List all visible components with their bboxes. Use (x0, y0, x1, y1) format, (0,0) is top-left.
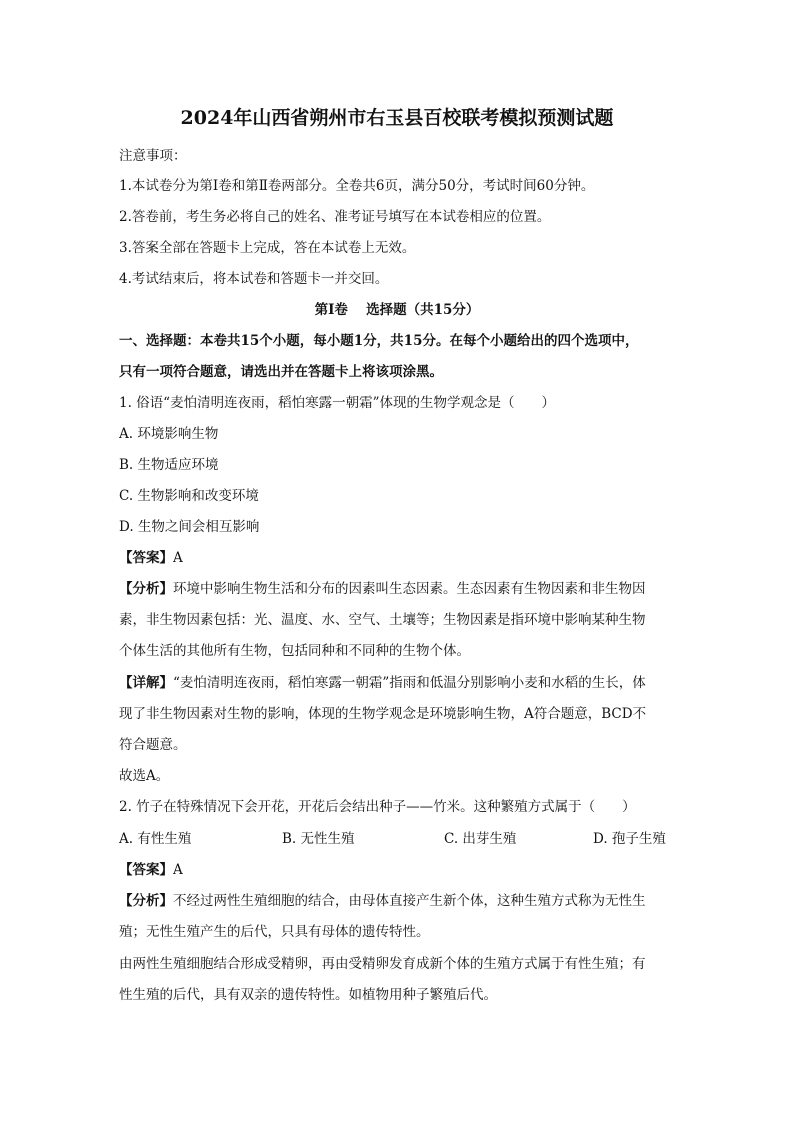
question-2-option-a: A. 有性生殖 (119, 831, 192, 847)
section-instruction-line-2: 只有一项符合题意，请选出并在答题卡上将该项涂黑。 (119, 364, 443, 380)
question-2-analysis-line-2: 殖；无性生殖产生的后代，只具有母体的遗传特性。 (119, 924, 430, 940)
page-title: 2024年山西省朔州市右玉县百校联考模拟预测试题 (180, 107, 614, 129)
notice-item-1: 1.本试卷分为第Ⅰ卷和第Ⅱ卷两部分。全卷共6页，满分50分，考试时间60分钟。 (119, 178, 595, 194)
question-1-conclusion: 故选A。 (119, 768, 170, 784)
question-2-answer (119, 860, 183, 880)
question-1-detail-line-1 (119, 673, 646, 693)
analysis-tag: 【分析】 (119, 581, 173, 597)
question-1-option-d: D. 生物之间会相互影响 (119, 519, 260, 535)
question-1-analysis-line-1 (119, 579, 646, 599)
detail-tag: 【详解】 (119, 675, 173, 691)
question-1-analysis-line-3: 个体生活的其他所有生物，包括同种和不同种的生物个体。 (119, 643, 470, 659)
question-2-analysis-line-4: 性生殖的后代，具有双亲的遗传特性。如植物用种子繁殖后代。 (119, 987, 497, 1003)
question-1-detail-line-2: 现了非生物因素对生物的影响，体现的生物学观念是环境影响生物，A符合题意，BCD不 (119, 706, 647, 722)
answer-tag: 【答案】 (119, 550, 173, 566)
question-1-analysis-line-2: 素，非生物因素包括：光、温度、水、空气、土壤等；生物因素是指环境中影响某种生物 (119, 612, 646, 628)
question-2-option-c: C. 出芽生殖 (444, 831, 517, 847)
notice-heading: 注意事项： (119, 148, 187, 164)
question-1-detail-line-3: 符合题意。 (119, 737, 187, 753)
question-2-analysis-line-1 (119, 891, 646, 911)
question-2-option-d: D. 孢子生殖 (593, 831, 666, 847)
notice-item-4: 4.考试结束后，将本试卷和答题卡一并交回。 (119, 271, 389, 287)
section-heading: 第Ⅰ卷 选择题（共15分） (314, 302, 480, 318)
question-2-stem: 2. 竹子在特殊情况下会开花，开花后会结出种子——竹米。这种繁殖方式属于（ ） (119, 799, 636, 815)
question-1-option-c: C. 生物影响和改变环境 (119, 488, 259, 504)
analysis-text: 环境中影响生物生活和分布的因素叫生态因素。生态因素有生物因素和非生物因 (173, 581, 646, 597)
question-1-option-a: A. 环境影响生物 (119, 426, 219, 442)
question-2-analysis-line-3: 由两性生殖细胞结合形成受精卵，再由受精卵发育成新个体的生殖方式属于有性生殖；有 (119, 956, 646, 972)
analysis-text: 不经过两性生殖细胞的结合，由母体直接产生新个体，这种生殖方式称为无性生 (173, 893, 646, 909)
section-instruction-line-1: 一、选择题：本卷共15个小题，每小题1分，共15分。在每个小题给出的四个选项中， (119, 333, 639, 349)
notice-item-2: 2.答卷前，考生务必将自己的姓名、准考证号填写在本试卷相应的位置。 (119, 209, 551, 225)
answer-value: A (173, 550, 183, 566)
detail-text: “麦怕清明连夜雨，稻怕寒露一朝霜”指雨和低温分别影响小麦和水稻的生长，体 (173, 675, 646, 691)
question-2-option-b: B. 无性生殖 (282, 831, 355, 847)
question-1-option-b: B. 生物适应环境 (119, 457, 219, 473)
notice-item-3: 3.答案全部在答题卡上完成，答在本试卷上无效。 (119, 240, 416, 256)
question-1-answer (119, 548, 183, 568)
answer-tag: 【答案】 (119, 862, 173, 878)
analysis-tag: 【分析】 (119, 893, 173, 909)
question-1-stem: 1. 俗语“麦怕清明连夜雨，稻怕寒露一朝霜”体现的生物学观念是（ ） (119, 395, 555, 411)
answer-value: A (173, 862, 183, 878)
